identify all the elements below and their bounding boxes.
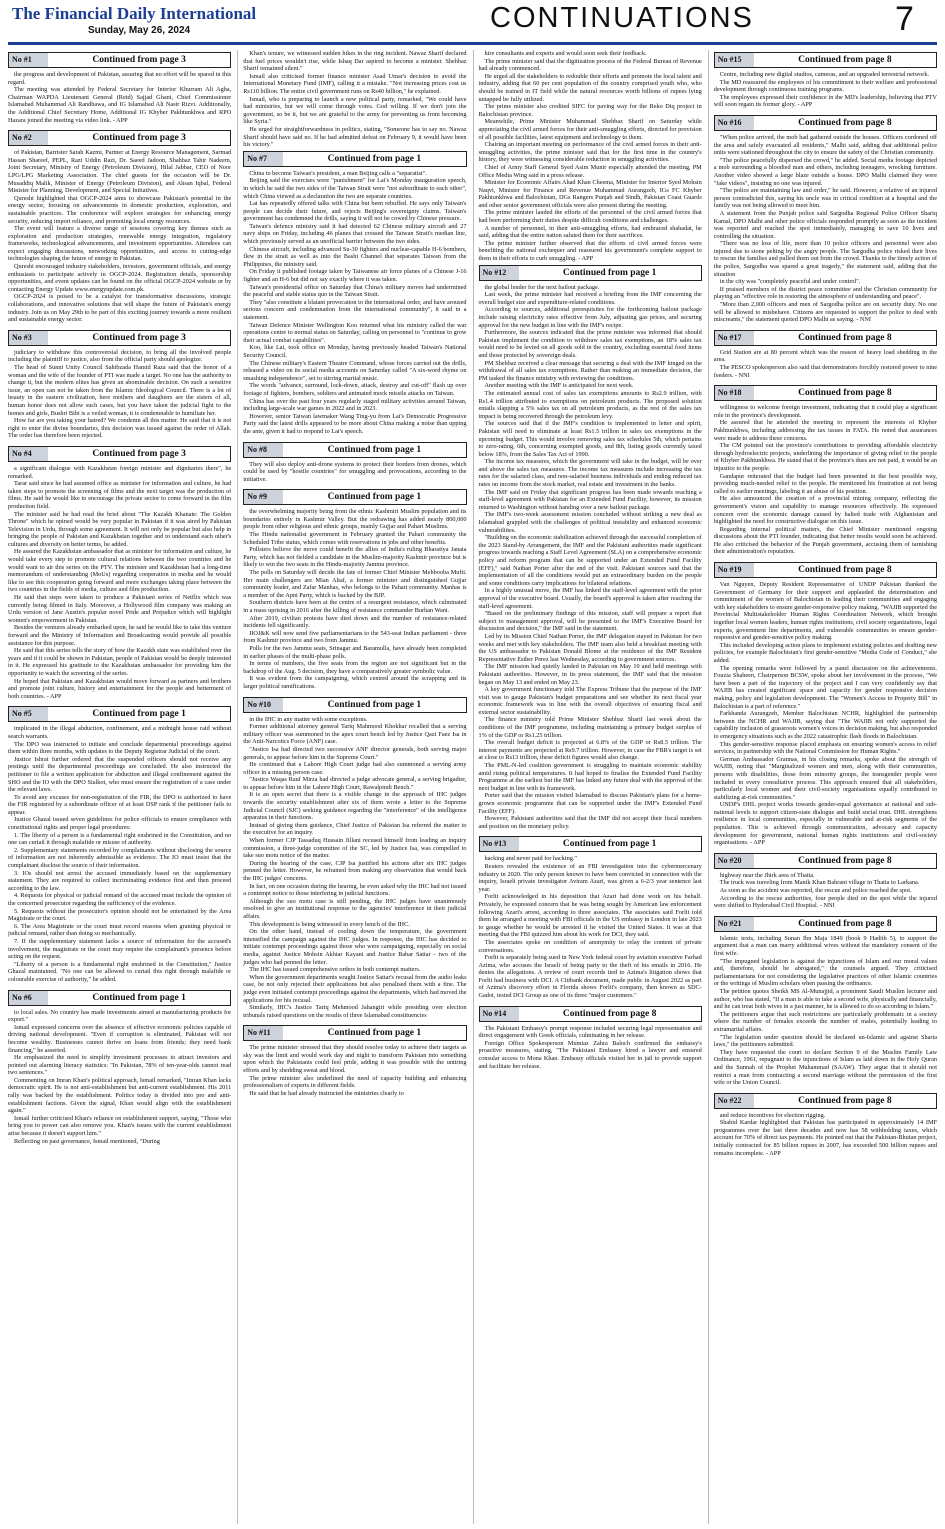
story-paragraph: Pollsters believe the move could benefit the allies of India's ruling Bharatiya Janata Party, which has not fielded a candidate in the Muslim-majority Kashmir province but is likely to win the two seats in the Hindu-majority Jammu province. (243, 546, 467, 569)
story-continued-label: Continued from page 3 (92, 332, 186, 343)
story-continued-label: Continued from page 1 (327, 699, 422, 710)
story-paragraph: The Hindu nationalist government in February granted the Pahari community the Scheduled Tribe status, which comes with reservations in jobs and other benefits. (243, 531, 467, 546)
story-paragraph: To avoid any excuses for non-registration of the FIR, the DPO is authorized to have the FIR registered by a subordinate officer of at least DSP rank if the petitioner fails to appear. (8, 793, 232, 816)
story-paragraph: German Ambassador Grannas, in his closing remarks, spoke about the strength of WAJIB, noting that "Marginalized women and men, along with their communities, persons with disabilities, those from minority groups, the transgender people were included in every consultative process. This approach ensured that all stakeholders, particularly local women and their civil-society organisations equally contributed to stabilizing at-risk communities." (713, 755, 937, 801)
continuation-story (714, 851, 937, 910)
story-paragraph: As soon as the accident was reported, the rescue and police reached the spot. (719, 887, 912, 895)
story-paragraph: judiciary to withdraw this controversial decision, to bring all the involved people including the plaintiff to justice, also from the official party should apologize. (8, 348, 232, 364)
story-paragraph: The associates spoke on condition of anonymity to relay the content of private conversations. (478, 938, 702, 954)
story-header (714, 853, 937, 869)
story-paragraph: Former additional attorney general Tariq Mahmood Khokhar recalled that a serving military officer was summoned in the apex court bench led by Justice Qazi Faez Isa in the Anti-Narcotics Force (ANF) case. (243, 723, 467, 746)
story-number: No #1 (9, 53, 48, 67)
continuation-story (714, 113, 937, 324)
story-continued-label: Continued from page 8 (798, 388, 892, 399)
continuation-story (714, 328, 937, 379)
story-paragraph: The employees expressed their confidence in the MD's leadership, believing that PTV will soon regain its former glory. - APP (713, 93, 937, 109)
continuation-story (243, 440, 466, 484)
story-leading-paragraph: Minister for Economic Affairs Ahad Khan Cheema, Minister for Interior Syed Mohsin Naqvi, Minister for Finance and Revenue Muhammad Aurangzeb, IGs FC Khyber Pakhtunkhwa and Balochistan, DGs Rangers Punjab and Sindh, Pakistan Coast Guards and other senior government officials were also present during the meeting. (478, 179, 702, 209)
story-number: No #2 (9, 131, 48, 145)
story-paragraph: "There was no loss of life, more than 10 police officers and personnel were also injured due to stone pelting by the angry people. The Sargodha police risked their lives to rescue the families and pulled them out from the crowd. Thanks to the timely action of the police, Sargodha was spared a great tragedy," the statement said, adding that the situation (713, 240, 937, 278)
story-paragraph: Forlit is separately being sued in New York federal court by aviation executive Farhad Azima, who accuses the Israeli of being party to the theft of his emails in 2016. He denies the allegations. A review of court records tied to Azima's litigation shows that Forlit had business with DCI. A Citibank document, made public in August 2022 as part of Azima's discovery effort in Florida shows Forlit's company, then known as SDC-Gadot, tested DCI Group as one of its three "major customers." (478, 954, 702, 1000)
story-paragraph: If praised members of the district peace committee and the Christian community for playing an "effective role in restoring the atmosphere of understanding and peace". (713, 285, 937, 301)
story-paragraph: in the city was "completely peaceful and under control". (719, 278, 861, 286)
story-paragraph: Furthermore, the sources indicated that the prime minister was informed that should Pakistan implement the condition to withdraw sales tax exemptions, an 18% sales tax would need to be levied on all goods sold in the country, excluding essential food items and those protected by sovereign deals. (478, 329, 702, 359)
newspaper-name: The Financial Daily International (12, 4, 257, 23)
story-paragraph: It is an open secret that there is a visible change in the approach of IHC judges towards the security establishment after six of them wrote a letter to the Supreme Judicial Council (SJC) seeking guidance regarding the "interference" of the intelligence apparatus in their functions. (243, 791, 467, 822)
story-paragraph: The minister said he had read the brief about "The Kazakh Khanate: The Golden Throne" which he opined would be very popular in Pakistan if it was aired by Pakistan Television in Urdu, through some agreement. It will not only be popular but also help in bringing the people of Pakistan and Kazakhstan together and to understand each other's cultures and diversity on better terms, he added. (8, 510, 232, 548)
story-continued-label: Continued from page 8 (562, 1008, 657, 1019)
story-continued-label: Continued from page 8 (798, 1095, 892, 1106)
story-paragraph: The event will feature a diverse range of sessions covering key themes such as exploration and production strategies, renewable energy integration, regulatory frameworks, technological advancements, and investment opportunities. Attendees can expect engaging discussions, networking opportunities, and access to cutting-edge technologies shaping the future of energy in Pakistan. (8, 225, 232, 263)
story-paragraph: The PESCO spokesperson also said that demonstrators forcibly restored power to nine feeders. - NNI (713, 364, 937, 379)
story-paragraph: They have requested the court to declare Section 9 of the Muslim Family Law Ordinance, 1961, repugnant to the injunctions of Islam as laid down in the Holy Quran and the Sunnah of the Prophet Muhammad (SAAW). They argue that it should not restrict a man from contracting a second marriage without the permission of the first wife or the Union Council. (713, 1048, 937, 1087)
continuation-story (714, 560, 937, 847)
story-paragraph: Porter said that the mission visited Islamabad to discuss Pakistan's plans for a home-grown economic programme that can be supported under the IMF's Extended Fund Facility (EFF). (478, 792, 702, 815)
story-continued-label: Continued from page 8 (798, 918, 892, 929)
story-paragraph: How far are you taking your hatred? We condemn all this matter. He said that it is not right to enter the divine boundaries, this decision was issued against the order of Allah. The order has therefore been rejected. (8, 417, 232, 440)
story-paragraph: This gender-sensitive response placed emphasis on ensuring women's access to relief services, in partnership with the National Commission for Human Rights." (713, 740, 937, 756)
continuation-story (243, 695, 466, 1020)
story-leading-paragraph: Khan's tenure, we witnessed sudden hikes in the ring incident. Nawaz Sharif declared that fuel prices wouldn't rise, while Ishaq Dar aspired to become a minister. Shehbaz Sharif remained silent." (243, 50, 467, 73)
story-paragraph: Forlit acknowledged in his deposition that Azari had done work on his behalf. Privately, he expressed concern that he was being sought by American law enforcement following Azari's arrest, according to three associates. The associates said Forlit told them he arranged a meeting with FBI officials in the US embassy in London in late 2023 to gauge whether he would be arrested if he visited the United States. It was at that meeting that the FBI quizzed him about his work for DCI, they said. (478, 893, 702, 939)
story-continued-label: Continued from page 1 (562, 839, 657, 850)
story-paragraph: Grid Station are at 80 percent which was the reason of heavy load shedding in the area. (713, 348, 937, 364)
story-paragraph: The IHC has issued comprehensive orders in both contempt matters. (249, 966, 421, 974)
story-paragraph: Although the suo motu case is still pending, the IHC judges have unanimously resolved to give an institutional response to the agencies' interference in their judicial affairs. (243, 897, 467, 920)
story-paragraph: China to become Taiwan's president, a man Beijing calls a "separatist". (249, 169, 427, 177)
story-paragraph: Farkhanda Aurangzeb, Member Balochistan NCHR, highlighted the partnership between the NCHR and WAJIB, saying that "The WAJIB not only supported the capability inclusion of grassroots women's voices in decision making, but also responded to emergency situations such as the 2022 catastrophic flash floods in Balochistan. (713, 710, 937, 740)
continuation-story (714, 1091, 937, 1158)
continuation-story (8, 988, 231, 1146)
story-header (714, 52, 937, 68)
story-header (714, 916, 937, 932)
masthead-rule (8, 42, 937, 45)
story-number: No #4 (9, 447, 48, 461)
story-paragraph: hacking and never paid for hacking." (484, 855, 577, 863)
story-paragraph: IIOJ&K will now send five parliamentarians to the 543-seat Indian parliament - three from Kashmir province and two from Jammu. (243, 629, 467, 645)
story-leading-paragraph: Ismail, who is preparing to launch a new political party, remarked, "We could have had ministries, but we will come through votes. God willing. If we don't join the government, so be it, but we are grateful to the army for preventing us from becoming like Syria." (243, 95, 467, 126)
story-leading-paragraph: The prime minister said that the digitization process of the Federal Bureau of Revenue had already commenced. (478, 57, 702, 73)
story-paragraph: The IMF said on Friday that significant progress has been made towards reaching a staff-level agreement with Pakistan for an Extended Fund Facility, however, its mission returned to Washington without handing over a new bailout package. (478, 488, 702, 511)
story-paragraph: and reduce incentives for election rigging. (719, 1111, 826, 1119)
story-header (714, 385, 937, 401)
story-leading-paragraph: He urged all the stakeholders to redouble their efforts and promote the local talent and industry, adding that 60 per cent population of the country comprised youth who, who should be trained in IT field while the natural resources worth billions of rupees lying untapped be fully utilized. (478, 72, 702, 103)
story-paragraph: They will also deploy anti-drone systems to protect their borders from drones, which could be used by "hostile countries" for smuggling and provocations, according to the initiative. (243, 460, 467, 483)
story-paragraph: The Chinese military's Eastern Theatre Command, whose forces carried out the drills, released a video on its social media accounts on Saturday called "A six-word rhyme on smashing independence", set to stirring martial music. (243, 359, 467, 382)
story-paragraph: "Justice Isa had directed two successive ANF director generals, both serving major generals, to appear before him in the Supreme Court." (243, 745, 467, 761)
story-number: No #8 (244, 443, 283, 457)
story-paragraph: Commenting on Imran Khan's political approach, Ismail remarked, "Imran Khan lacks democratic spirit. He is not anti-establishment but anti-current establishment. His 2011 rally was backed by the establishment. Politics today is divided into pro and anti-establishment factions. Given the signal, Khan would align with the establishment again." (8, 1076, 232, 1115)
column-3 (473, 50, 702, 1524)
story-header (8, 130, 231, 146)
story-number: No #3 (9, 331, 48, 345)
story-paragraph: The overall budget deficit is projected at 6.8% of the GDP or Rs8.5 trillion. The interest payments are projected at Rs9.7 trillion. However, in case the FBR's target is set at close to Rs13 trillion, these deficit figures would also change. (478, 739, 702, 762)
story-header (479, 836, 702, 852)
story-paragraph: Tarar said since he had assumed office as minister for information and culture, he had taken steps to promote the screening of films and the next target was the production of films. He said he would like to encourage the private sector to come forward in the film production field. (8, 480, 232, 510)
story-paragraph: to local sales. No country has made investments aimed at manufacturing products for export." (8, 1008, 232, 1024)
story-continued-label: Continued from page 3 (92, 133, 186, 144)
story-paragraph: Gandapur reiterated that the budget had been presented in the best possible way, providing much-needed relief to the people. He mentioned his frustration at not being called to earlier meetings, labeling it an abuse of his position. (713, 472, 937, 495)
story-continued-label: Continued from page 1 (92, 709, 186, 720)
story-number: No #15 (715, 53, 754, 67)
continuation-story (479, 834, 702, 999)
story-paragraph: The polls on Saturday will decide the fate of former Chief Minister Mehbooba Mufti. Her main challengers are Mian Altaf, a former minister and distinguished Gujjar community leader, and Zafar Manhas, who belongs to the Pahari community. Manhas is a member of the Apni Party, which is backed by the BJP. (243, 569, 467, 599)
continuation-story (714, 50, 937, 109)
story-paragraph: Ismail expressed concerns over the absence of effective economic policies capable of driving national development. "Even if corruption is eliminated, Pakistan will not become wealthy. Businesses cannot thrive on loans from friends; they need bank financing," he asserted. (8, 1023, 232, 1054)
story-number: No #9 (244, 490, 283, 504)
story-paragraph: Instead of giving them guidance, Chief Justice of Pakistan Isa referred the matter to the executive for an inquiry. (243, 821, 467, 837)
story-paragraph: On Friday it published footage taken by Taiwanese air force planes of a Chinese J-16 fighter and an H-6 but did not say exactly where it was taken. (243, 268, 467, 284)
section-title: CONTINUATIONS (490, 2, 754, 34)
story-paragraph: "Building on the economic stabilization achieved through the successful completion of the 2023 Stand-by Arrangement, the IMF and the Pakistani authorities made significant progress towards reaching a Staff Level Agreement (SLA) on a comprehensive economic policy and reform program that can be supported under an Extended Fund Facility (EFF)," said Nathan Porter after the end of the visit. Pakistani sources said that the implementation of all the conditions would put an extraordinary burden on the people and some conditions carry implications for bilateral relations. (478, 534, 702, 587)
story-paragraph: On the other hand, instead of cooling down the temperature, the government intensified the campaign against the IHC judges. In response, the IHC has decided to initiate contempt proceedings against those who were campaigning, especially on social media, against Justice Mohsin Akhtar Kayani and Justice Babar Sattar - two of the judges who had penned the letter. (243, 928, 467, 966)
story-paragraph: A statement from the Punjab police said Sargodha Regional Police Officer Shariq Kamal, DPO Malhi and other police officials responded promptly as soon as the incident was reported and reached the spot immediately, managing to save 10 lives and controlling the situation. (713, 209, 937, 240)
story-header (243, 697, 466, 713)
story-paragraph: In a highly unusual move, the IMF has linked the staff-level agreement with the prior approval of the executive board. Usually, the board's approval is taken after reaching the staff-level agreement. (478, 587, 702, 610)
story-paragraph: 4. Requests for physical or judicial remand of the accused must include the opinion of the concerned prosecutor regarding the sufficiency of the evidence. (8, 892, 232, 907)
story-paragraph: Ismail further criticised Khan's reliance on establishment support, saying, "Those who bring you to power can also remove you. Khan's issues with the current establishment arise because it doesn't support him." (8, 1114, 232, 1138)
story-header (243, 151, 466, 167)
story-paragraph: Islamic texts, including Sunan Ibn Maja 1849 (book 9 Hadith 5), to support the argument that a man can marry additional wives without the mandatory consent of the first wife. (713, 934, 937, 957)
continuation-story (479, 1004, 702, 1071)
story-paragraph: Taiwan's presidential office on Saturday that China's military moves had undermined the peaceful and stable status quo in the Taiwan Strait. (243, 283, 467, 299)
story-continued-label: Continued from page 1 (327, 492, 422, 503)
story-paragraph: Last week, the prime minister had received a briefing from the IMF concerning the overall budget size and expenditure-related conditions. (478, 291, 702, 306)
story-paragraph: a significant dialogue with Kazakhstan foreign minister and dignitaries there", he remarked. (8, 464, 232, 480)
page-number: 7 (895, 0, 914, 38)
story-paragraph: Centre, including new digital studios, cameras, and an upgraded terrestrial network. (719, 71, 930, 78)
continuation-story (8, 704, 231, 983)
story-paragraph: Led by its Mission Chief Nathan Porter, the IMF delegation stayed in Pakistan for two weeks and met with key stakeholders. The IMF team also held a breakfast meeting with the US ambassador to Pakistan Donald Blome at the residence of the IMF Resident Representative Esther Perez last Wednesday, according to government sources. (478, 632, 702, 663)
story-paragraph: "Justice Waqas Rauf Mirza had directed a judge advocate general, a serving brigadier, to appear before him in the Lahore High Court, Rawalpindi Bench." (243, 776, 467, 791)
story-number: No #10 (244, 698, 283, 712)
story-number: No #14 (480, 1007, 519, 1021)
story-paragraph: UNDP's DHL project works towards gender-equal governance at national and sub-national levels to support citizen-state dialogue and build social trust. DHL strengthens resilience in local communities, especially in vulnerable and at-risk segments of the population. This is achieved through communication, advocacy and capacity development for government, national human rights institutions and civil-society organisations. - APP (713, 801, 937, 847)
story-paragraph: "When police arrived, the mob had gathered outside the houses. Officers cordoned off the area and safely evacuated all residents," Malhi said, adding that additional police units were stationed throughout the city to ensure the safety of the Christian community. (713, 133, 937, 157)
story-paragraph: "More than 2,000 officers and men of Sargodha police are on security duty. No one will be allowed to misbehave. Citizens are requested to support the police to deal with miscreants," the statement quoted DPO Malhi as saying. - NNI (713, 301, 937, 324)
story-header (8, 52, 231, 68)
continuation-story (243, 487, 466, 690)
story-paragraph: Reflecting on past governance, Ismail mentioned, "During (14, 1137, 160, 1145)
story-paragraph: The sources said that if the IMF's condition is implemented in letter and spirit, Pakistan will need to eliminate at least Rs1.5 trillion in sales tax exemptions in the upcoming budget. This would involve removing sales tax schedules 5th, which pertains to zero-rating, 6th, concerning exempted goods, and 8th, listing goods currently taxed below 18%, from the Sales Tax Act of 1990. (478, 420, 702, 458)
story-paragraph: Justice Ghazal issued seven guidelines for police officials to ensure compliance with constitutional rights and proper legal procedures: (8, 816, 232, 832)
story-number: No #7 (244, 152, 283, 166)
story-paragraph: The truck was traveling from Manik Khan Bahrani village in Thatta to Larkana. (719, 879, 920, 887)
story-paragraph: Qureshi encouraged industry stakeholders, investors, government officials, and energy enthusiasts to participate actively in OGCP-2024. Registration details, sponsorship opportunities, and event updates can be found on the official OGCP-2024 website or by contacting Energy Update www.energyupdate.com.pk. (8, 263, 232, 293)
story-paragraph: Beijing said the exercises were "punishment" for Lai's Monday inauguration speech, in which he said the two sides of the Taiwan Strait were "not subordinate to each other", which China viewed as a declaration the two are separate countries. (243, 177, 467, 200)
story-paragraph: During the hearing of the case, CJP Isa justified his actions after six IHC judges penned the letter. However, he refrained from making any observation that would back the IHC judges' concerns. (243, 859, 467, 882)
story-paragraph: He also announced the creation of a provincial mining company, reflecting the government's vision and capability to manage resources effectively. He expressed concern over the economic damage caused by halted trade with Afghanistan and highlighted the need for constructive dialogue on this issue. (713, 495, 937, 526)
story-paragraph: Reuters revealed the existence of an FBI investigation into the cybermercenary industry in 2020. The only person known to have been convicted in connection with the inquiry, Israeli private investigator Aviram Azari, was given a 6-2/3 year sentence last year. (478, 862, 702, 893)
story-paragraph: This included developing action plans to implement existing policies and drafting new policies, for example Balochistan's first gender-sensitive "Media Code of Conduct," she added. (713, 641, 937, 664)
story-paragraph: This development is being witnessed in every bench of the IHC. (249, 920, 410, 928)
story-paragraph: willingness to welcome foreign investment, indicating that it could play a significant role in the province's development. (713, 404, 937, 419)
story-header (8, 330, 231, 346)
story-paragraph: Qureshi highlighted that OGCP-2024 aims to showcase Pakistan's potential in the energy sector, focusing on advancements in domestic production, exploration, and sustainable practices. The conference will explore strategies for enhancing energy security, reducing import reliance, and promoting local energy resources. (8, 194, 232, 225)
continuation-story (714, 383, 937, 556)
story-paragraph: 2. Supplementary statements recorded by complainants without disclosing the source of information are not inherently admissible as evidence. The IO must insist that the complainant disclose the source of their information. (8, 846, 232, 870)
story-paragraph: Van Nguyen, Deputy Resident Representative of UNDP Pakistan thanked the Government of Germany for their support and applauded the determination and commitment of the women of Balochistan in leading their communities and engaging with key stakeholders to ensure gender-responsive policy making. "WAJIB supported the Provincial Multistakeholder Human Rights Coordination Network, which brought together local women leaders, human rights institutions, civil society organizations, legal experts, government line departments, and vulnerable communities to ensure gender-responsive and gender-sensitive policy making. (713, 581, 937, 642)
story-paragraph: A key government functionary told The Express Tribune that the purpose of the IMF visit was to gauge Pakistan's budget preparations and see whether its next fiscal year economic framework was in line with the overall objectives of ensuring fiscal and external sector sustainability. (478, 686, 702, 716)
story-paragraph: Shahid Kardar highlighted that Pakistan has participated in approximately 14 IMF programmes over the last three decades and now has 58 withholding taxes, which account for 70% of direct tax payments. He pointed out that the Pakistan-Bhutan project, initially contracted for 85 billion rupees in 2007, has exceeded 500 billion rupees and remains incomplete. - APP (713, 1119, 937, 1157)
story-paragraph: "The police peacefully dispersed the crowd," he added. Social media footage depicted a mob surrounding a bloodied man and others, including teenagers, wrecking furniture. Another video showed a large blaze outside a house. DPO Malhi claimed they were "fake videos", insisting no one was injured. (713, 156, 937, 187)
story-paragraph: Foreign Office Spokesperson Mumtaz Zahra Baloch confirmed the embassy's proactive measures, stating, "The Pakistani Embassy hired a lawyer and ensured consular access to Mona Khan. Embassy officials visited her in jail to provide support and facilitate her release. (478, 1039, 702, 1070)
story-header (8, 706, 231, 722)
story-paragraph: He hoped that Pakistan and Kazakhstan would move forward as partners and brothers and promote joint culture, history and entertainment for the people and betterment of both countries. - APP (8, 677, 232, 700)
story-paragraph: Regarding internal political matters, the Chief Minister mentioned ongoing discussions about the PTI founder, indicating that better results would soon be achieved. He also criticised the behavior of the Punjab government, accusing them of tarnishing their administration's reputation. (713, 525, 937, 556)
story-leading-paragraph: The prime minister also credited SIFC for paving way for the Reko Diq project in Balochistan province. (478, 103, 702, 118)
continuation-story (8, 328, 231, 440)
continuation-story (8, 50, 231, 124)
story-number: No #11 (244, 1026, 283, 1040)
story-header (243, 442, 466, 458)
story-leading-paragraph: The prime minister further observed that the efforts of civil armed forces were benefiting the national exchequer and reassured his government's complete support to them in their efforts to curb smuggling. - APP (478, 239, 702, 263)
story-paragraph: PM Shehbaz received a clear message that securing a deal with the IMF hinged on the withdrawal of all sales tax exemptions. Rather than making an immediate decision, the PM tasked the finance ministry with reviewing the conditions. (478, 359, 702, 382)
story-leading-paragraph: hire consultants and experts and would soon seek their feedback. (484, 50, 647, 57)
story-paragraph: It was evident from the campaigning, which centred around the scrapping and its larger political ramifications. (243, 675, 467, 690)
story-header (243, 1025, 466, 1041)
story-paragraph: The IMF mission had quietly landed in Pakistan on May 10 and held meetings with Pakistani authorities. However, in its press statement, the IMF said that the mission began on May 13 and ended on May 23. (478, 663, 702, 686)
story-paragraph: Polls for the two Jammu seats, Srinagar and Baramulla, have already been completed in earlier phases of the multi-phase polls. (243, 644, 467, 660)
story-paragraph: 5. Requests without the prosecutor's opinion should not be entertained by the Area Magistrate or the court. (8, 907, 232, 923)
story-paragraph: Taiwan Defence Minister Wellington Koo returned what his ministry called the war operations centre to normal status on Saturday, calling on personnel to "continue to grow their actual combat capabilities". (243, 321, 467, 344)
story-header (714, 115, 937, 131)
story-paragraph: 6. The Area Magistrate or the court must record reasons when granting physical or judicial remand, rather than doing so mechanically. (8, 922, 232, 938)
story-paragraph: The income tax measures, which the government will take in the budget, will be over and above the sales tax measures. The income tax measures include increasing the tax rates for the salaried class, and non-salaried business individuals and ending reduced tax rates on income from the stock market, real estate and investment in the banks. (478, 458, 702, 489)
story-paragraph: OGCP-2024 is poised to be a catalyst for transformative discussions, strategic collaborations, and innovative solutions that will shape the future of Pakistan's energy industry. Join us on May 29th to be part of this exciting journey towards a more resilient and sustainable energy sector. (8, 293, 232, 324)
story-leading-paragraph: Chairing an important meeting on performance of the civil armed forces in their anti-smuggling activities, the prime minister said that for the first time in the country's history, they were witnessing considerable reduction in smuggling activities. (478, 141, 702, 164)
story-paragraph: Taiwan's defence ministry said it had detected 62 Chinese military aircraft and 27 navy ships on Friday, including 46 planes that crossed the Taiwan Strait's median line, which previously served as an unofficial barrier between the two sides. (243, 222, 467, 246)
story-header (714, 1093, 937, 1109)
continuation-story (8, 444, 231, 700)
story-paragraph: The Pakistani Embassy's prompt response included securing legal representation and direct engagement with Greek officials, culminating in her release. (478, 1024, 702, 1040)
story-paragraph: He continued that a Lahore High Court judge had also summoned a serving army officer in a missing person case. (243, 761, 467, 776)
story-leading-paragraph: Chief of Army Staff General Syed Asim Munir especially attended the meeting, PM Office Media Wing said in a press release. (478, 163, 702, 179)
article-columns (8, 50, 937, 1524)
story-continued-label: Continued from page 1 (562, 267, 657, 278)
story-paragraph: He said that steps were taken to produce a Pakistani series of Netflix which was currently being filmed in Italy. Moreover, a Hollywood film company was making an Urdu version of Jane Austin's popular novel Pride and Prejudice which will highlight women's empowerment in Pakistan. (8, 594, 232, 624)
continuation-story (243, 1023, 466, 1097)
story-number: No #19 (715, 563, 754, 577)
story-paragraph: "The impugned legislation is against the injunctions of Islam and our moral values and, therefore, should be abrogated," the counsels argued. They criticised parliamentarians for not considering the legislative practices of other Islamic countries or the writings of Muslim scholars when passing the ordinance. (713, 957, 937, 988)
story-header (8, 990, 231, 1006)
story-paragraph: The PML-N-led coalition government is struggling to maintain economic stability amid rising political temperatures. It had hoped to finalise the Extended Fund Facility Programme at the earliest but the IMF has linked any future deal with the approval of the next budget in line with its framework. (478, 762, 702, 792)
story-continued-label: Continued from page 1 (92, 992, 186, 1003)
story-header (479, 1006, 702, 1022)
continuation-story (8, 128, 231, 324)
continuation-story (479, 50, 702, 830)
story-paragraph: The petition quotes Sheikh MS Al-Munajjid, a prominent Saudi Muslim lecturer and author, who has stated, "If a man is able to take a second wife, physically and financially, and he can treat both wives in a just manner, he is allowed to do so according to Islam." (713, 987, 937, 1011)
masthead (0, 0, 945, 44)
story-paragraph: 3. IOs should not arrest the accused immediately based on the supplementary statement. They are required to collect incriminating evidence first and then proceed according to the law. (8, 869, 232, 892)
story-number: No #21 (715, 917, 754, 931)
story-leading-paragraph: Meanwhile, Prime Minister Muhammad Shehbaz Sharif on Saturday while appreciating the civil armed forces for their anti-smuggling efforts, directed for provision of all possible facilities, latest equipment and technology to them. (478, 118, 702, 141)
story-leading-paragraph: He urged for straightforwardness in politics, stating, "Someone has to say no. Nawaz Sharif should have said no. If he had admitted defeat on February 9, it would have been his victory." (243, 125, 467, 149)
story-paragraph: According to sources, additional prerequisites for the forthcoming bailout package include raising electricity rates effective from July, adjusting gas prices, and securing approval for the new budget in line with the IMF's recipe. (478, 306, 702, 329)
story-paragraph: "Liberty of a person is a fundamental right enshrined in the Constitution," Justice Ghazal maintained. "No one can be allowed to curtail this right through malafide or colourable exercise of authority," he added. (8, 960, 232, 983)
story-paragraph: The estimated annual cost of sales tax exemptions amounts to Rs2.9 trillion, with Rs1.4 trillion attributed to exemptions on petroleum products. The proposed solution entails slapping a 5% sales tax on all petroleum products, as the rest of the sales tax impact is being recovered through the petroleum levy. (478, 389, 702, 420)
story-paragraph: He said that he had already instructed the ministries clearly to (249, 1089, 404, 1097)
story-continued-label: Continued from page 1 (327, 444, 422, 455)
story-paragraph: of Pakistan, Barrister Sarah Kazmi, Partner at Energy Resource Management, Sarmad Hassan Shareef, PEPL, Razi Uddin Razi, Dr. Saeed Jadoon, Shahbaz Tahir Nadeem, Joint Secretary, Ministry of Energy (Petroleum Division), Hilal Jabbar, CEO of Noor LPG/LPG Marketing Association. The chief guests for the occasion will be Dr. Musaddiq Malik, Minister of Energy (Petroleum Division), and Ahsan Iqbal, Federal Minister for Planning, Development, and Special Initiatives. (8, 149, 232, 195)
continuation-story (714, 914, 937, 1087)
story-paragraph: The IMF's two-week assessment mission concluded without striking a new deal as Islamabad grappled with the challenges of political instability and enhanced economic vulnerabilities. (478, 511, 702, 534)
story-header (714, 562, 937, 578)
story-leading-paragraph: Ismail also criticised former finance minister Asad Umar's decision to avoid the International Monetary Fund (IMF), calling it a mistake. "Not increasing prices cost us Rs110 billion. The entire civil government runs on Rs40 billion," he explained. (243, 72, 467, 95)
story-paragraph: When the government departments sought Justice Sattar's recusal from the audio leaks case, he not only rejected their applications but also penalised them with a fine. The judge even initiated contempt proceedings against the departments, which had moved the applications for his recusal. (243, 973, 467, 1004)
story-paragraph: The prime minister also underlined the need of capacity building and enhancing professionalism of experts in different fields. (243, 1074, 467, 1090)
story-number: No #5 (9, 707, 48, 721)
story-header (714, 330, 937, 346)
story-number: No #6 (9, 991, 48, 1005)
story-paragraph: highway near the Jhirk area of Thatta. (719, 871, 815, 879)
story-paragraph: the progress and development of Pakistan, assuring that no effort will be spared in this regard. (8, 71, 232, 86)
story-paragraph: They "also constitute a blatant provocation to the international order, and have aroused serious concern and condemnation from the international community", it said in a statement. (243, 298, 467, 321)
story-number: No #13 (480, 837, 519, 851)
story-paragraph: The prime minister stressed that they should resolve today to achieve their targets as sky was the limit and would work day and night to transform Pakistan into something upon which the Pakistanis could feel pride, adding it was possible with the untiring efforts and by shedding sweat and blood. (243, 1044, 467, 1075)
story-paragraph: The DPO was instructed to initiate and conclude departmental proceedings against them within three months, with updates to the Deputy Registrar Judicial of the court. (8, 740, 232, 756)
story-paragraph: The MD reassured the employees of his commitment to their welfare and professional development through continuous training programs. (713, 78, 937, 94)
story-continued-label: Continued from page 3 (92, 448, 186, 459)
story-number: No #12 (480, 266, 519, 280)
story-paragraph: Koo, like Lai, took office on Monday, having previously headed Taiwan's National Security Council. (243, 344, 467, 359)
story-continued-label: Continued from page 1 (327, 1028, 422, 1039)
story-paragraph: 1. The liberty of a person is a fundamental right enshrined in the Constitution, and no one can curtail it through malafide or misuse of authority. (8, 831, 232, 847)
story-paragraph: The words "advance, surround, lock-down, attack, destroy and cut-off" flash up over footage of fighters, bombers, soldiers and animated mock missile attacks on Taiwan. (243, 382, 467, 397)
story-paragraph: Lai has repeatedly offered talks with China but been rebuffed. He says only Taiwan's people can decide their future, and rejects Beijing's sovereignty claims. Taiwan's government has condemned the drills, saying it will not be cowed by Chinese pressure. (243, 200, 467, 223)
column-4 (708, 50, 937, 1524)
story-paragraph: He assured the Kazakhstan ambassador that as minister for information and culture, he would take every step to promote cultural relations between the two countries and he would want to air this series on the PTV. The minister and Kazakhstan had a long-time memorandum of understanding (MoUs) regarding cooperation in media and he would like to see this cooperation going forward and more exchanges taking place between the two countries in the fields of media, culture and film production. (8, 548, 232, 594)
publication-date: Sunday, May 26, 2024 (88, 25, 191, 36)
story-paragraph: The head of Sunni Unity Council Sahibzada Hamid Raza said that the honor of a woman and the wife of the founder of PTI was made a target. No one has the authority to change it, but the modern elites has given an abominable decision. On such a sensitive issue, an open can not be taken from the Islamic Ideological Council. There is a lot of beauty in the eastern civilization, here mothers and daughters are the sisters of all, human honor does not allow such cases, but you have taken the judicial fight to the homes and girls, Bushri Bibi is a veiled woman, it is condemnable to humiliate her. (8, 364, 232, 417)
story-continued-label: Continued from page 8 (798, 565, 892, 576)
story-leading-paragraph: A number of personnel, in their anti-smuggling efforts, had embraced shahadat, he said, adding that the entire nation saluted them for their sacrifices. (478, 224, 702, 240)
story-paragraph: "Based on the preliminary findings of this mission, staff will prepare a report that subject to management approval, will be presented to the IMF's Executive Board for discussion and decision," the IMF said in the statement. (478, 610, 702, 633)
story-paragraph: When former CJP Tassaduq Hussain Jillani recused himself from leading an inquiry commission, a three-judge committee of the SC, led by Justice Isa, was compelled to take suo motu notice of the matter. (243, 837, 467, 860)
story-paragraph: implicated in the illegal abduction, confinement, and a midnight house raid without search warrants. (8, 725, 232, 740)
story-continued-label: Continued from page 8 (798, 855, 892, 866)
continuation-story (243, 50, 466, 436)
story-number: No #20 (715, 854, 754, 868)
story-paragraph: He emphasized the need to simplify investment processes to attract investors and pointed out alarming literacy statistics: "In Pakistan, 78% of ten-year-olds cannot read two sentences." (8, 1054, 232, 1077)
story-continued-label: Continued from page 3 (92, 55, 186, 65)
story-paragraph: He assured that he attended the meeting to represent the interests of Khyber Pakhtunkhwa, including addressing the tax issues in FATA. He noted that assurances were made to address these concerns. (713, 419, 937, 442)
story-paragraph: The meeting was attended by Federal Secretary for Interior Khurram Ali Agha, Chairman WAPDA Lieutenant General (Retd) Sajjad Ghani, Chief Commissioner Islamabad Muhammad Ali Randhawa, and IG Islamabad Ali Nasir Rizvi. Additionally, the Additional Chief Secretary Home, Additional IG Khyber Pakhtunkhwa and RPO Hazara joined the meeting via video link. - APP (8, 86, 232, 124)
story-paragraph: the global lender for the next bailout package. (484, 283, 600, 291)
story-header (8, 446, 231, 462)
story-paragraph: According to the rescue authorities, four people died on the spot while the injured were shifted to Hyderabad Civil Hospital. - NNI (713, 894, 937, 910)
column-1 (8, 50, 231, 1524)
story-continued-label: Continued from page 8 (798, 332, 892, 343)
story-header (243, 489, 466, 505)
story-paragraph: After 2019, civilian protests have died down and the number of resistance-related incidents fell significantly. (243, 614, 467, 630)
story-continued-label: Continued from page 1 (327, 153, 422, 164)
story-header (479, 265, 702, 281)
story-paragraph: However, senior Taiwan lawmaker Wang Ting-yu from Lai's Democratic Progressive Party said the latest drills appeared to be more about China making a noise than upping the ante, given it had to respond to Lai's speech. (243, 412, 467, 435)
story-paragraph: In terms of numbers, the five seats from the region are not significant but in the backdrop of the Aug. 5 decision, they have a comparatively greater symbolic value. (243, 660, 467, 675)
story-number: No #17 (715, 331, 754, 345)
story-paragraph: He said that this series tells the story of how the Kazakh state was established over the years and if it could be shown in Pakistan, people of Pakistan would be deeply interested in it. He expressed his gratitude to the Kazakhstan ambassador for providing him the opportunity to watch the screening of the series. (8, 647, 232, 677)
story-paragraph: The finance ministry told Prime Minister Shehbaz Sharif last week about the conditions of the IMF programme, including maintaining a primary budget surplus of 1% of the GDP or Rs1.25 trillion. (478, 716, 702, 739)
story-paragraph: Southern districts have been at the centre of a resurgent resistance, which culminated in a mass uprising in 2016 after the killing of resistance commander Burhan Wani. (243, 599, 467, 614)
story-paragraph: Another meeting with the IMF is anticipated for next week. (484, 382, 634, 390)
story-paragraph: the overwhelming majority being from the ethnic Kashmiri Muslim population and its boundaries entirely in Kashmir Valley. But the redrawing has added nearly 800,000 people from other religious and ethnic groups, mainly Gujjar and Pahari Muslims. (243, 508, 467, 531)
story-number: No #22 (715, 1094, 754, 1108)
story-continued-label: Continued from page 8 (798, 55, 892, 65)
story-paragraph: in the IHC in any matter with some exceptions. (249, 715, 368, 723)
story-paragraph: The petitioners argue that such restrictions are particularly problematic in a society where the number of females exceeds the number of males, potentially leading to extramarital affairs. (713, 1010, 937, 1033)
story-paragraph: Chinese aircraft, including advanced Su-30 fighters and nuclear-capable H-6 bombers, flew in the strait as well as into the Bashi Channel that separates Taiwan from the Philippines, the ministry said. (243, 245, 467, 268)
story-paragraph: Justice Ishrat further ordered that the suspended officers should not receive any postings until the departmental proceedings are concluded. He also instructed the petitioner to file a written application for abduction and illegal confinement against the SHO and the IO with the DPO Sialkot, who must ensure the registration of a case under the relevant laws. (8, 755, 232, 794)
story-paragraph: Besides the ventures already embarked upon, he said he would like to take this venture forward and the Ministry of Information and Broadcasting would provide all possible assistance for this purpose. (8, 624, 232, 647)
story-leading-paragraph: The prime minister lauded the efforts of the personnel of the civil armed forces that had been performing their duties despite difficult conditions and challenges. (478, 209, 702, 225)
story-paragraph: China has over the past four years regularly staged military activities around Taiwan, including large-scale war games in 2022 and in 2023. (243, 397, 467, 413)
story-paragraph: 7. If the supplementary statement lacks a source of information for the accused's involvement, the magistrate or the court may require the complainant's presence before acting on the request. (8, 937, 232, 961)
story-continued-label: Continued from page 8 (798, 117, 892, 128)
story-paragraph: However, Pakistani authorities said that the IMF did not accept their fiscal numbers and position on the monetary policy. (478, 815, 702, 830)
story-paragraph: In fact, on one occasion during the hearing, he even asked why the IHC had not issued a contempt notice to those interfering in judicial functions. (243, 882, 467, 898)
story-paragraph: The CM pointed out the province's contributions to providing affordable electricity through hydroelectric projects, underlining the importance of giving relief to the people of Khyber Pakhtunkhwa. He stated that if the province's dues are not paid, it would be an injustice to the people. (713, 442, 937, 472)
story-paragraph: "The legislation under question should be declared un-Islamic and against Sharia laws," the petitioners submitted. (713, 1033, 937, 1049)
story-paragraph: "The police are maintaining law and order," he said. However, a relative of an injured person contradicted this, saying his uncle was in critical condition at a hospital and the family was not being allowed to meet him. (713, 187, 937, 210)
story-number: No #16 (715, 116, 754, 130)
column-2 (237, 50, 466, 1524)
story-paragraph: Similarly, IHC's Justice Tariq Mehmood Jahangiri while presiding over election tribunals raised questions on the results of three Islamabad constituencies (243, 1004, 467, 1019)
story-number: No #18 (715, 386, 754, 400)
story-paragraph: The opening remarks were followed by a panel discussion on the achievements. Fouzia Shaheen, Chairperson BCSW, spoke about her involvement in the process, "We have been a part of the trajectory of the project and I can very confidently say that WAJIB has created significant space and capacity for gender responsive decision making, policy and legislation development. The "Women's Access to Property Bill" in Balochistan is a part of reference." (713, 664, 937, 710)
